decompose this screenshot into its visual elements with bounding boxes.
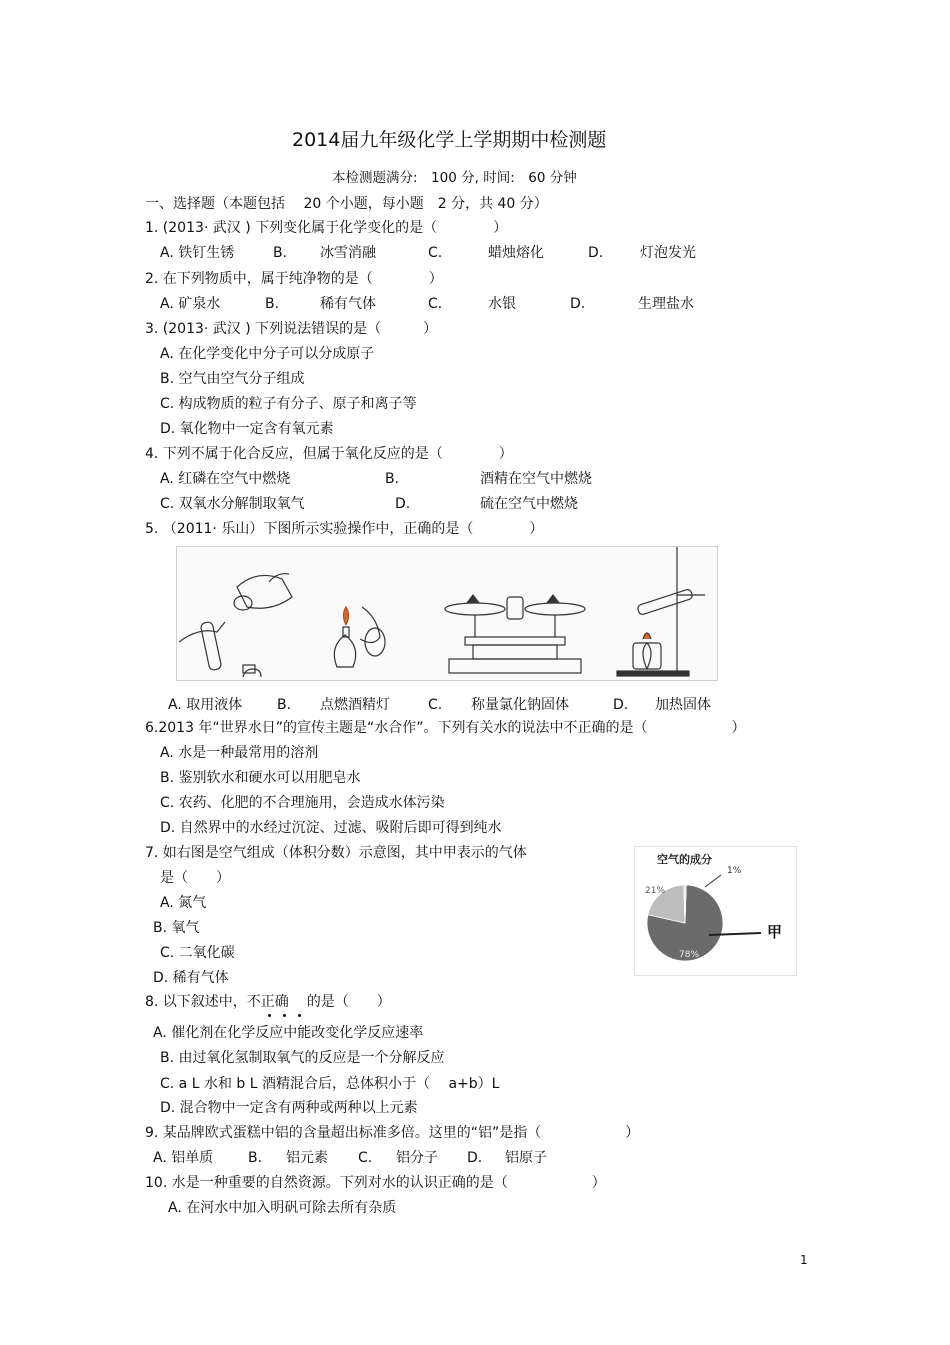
q7-option-d: D. 稀有气体: [153, 970, 229, 986]
q8-option-d: D. 混合物中一定含有两种或两种以上元素: [160, 1100, 418, 1116]
q8-option-a: A. 催化剂在化学反应中能改变化学反应速率: [153, 1025, 424, 1041]
q7-stem-cont: 是（ ）: [160, 870, 230, 886]
q3-option-a: A. 在化学变化中分子可以分成原子: [160, 346, 375, 362]
page-title: 2014届九年级化学上学期期中检测题: [292, 129, 607, 151]
q5-option-d: D.: [613, 697, 629, 713]
q7-stem: 7. 如右图是空气组成（体积分数）示意图，其中甲表示的气体: [145, 845, 527, 861]
q7-option-b: B. 氧气: [153, 920, 200, 936]
q8-stem-post: 的是（ ）: [306, 994, 391, 1010]
q5-option-a: A. 取用液体: [168, 697, 243, 713]
q4-option-d-text: 硫在空气中燃烧: [480, 496, 578, 512]
slice-label-21pct: 21%: [645, 886, 666, 896]
section-heading: 一、选择题（本题包括 20 个小题，每小题 2 分，共 40 分）: [145, 196, 548, 212]
q3-option-b: B. 空气由空气分子组成: [160, 371, 305, 387]
q2-option-c: C.: [428, 296, 443, 312]
q4-option-b: B.: [385, 471, 400, 487]
air-composition-chart: [634, 846, 797, 976]
q5-option-b: B.: [277, 697, 292, 713]
q4-stem: 4. 下列不属于化合反应，但属于氧化反应的是（ ）: [145, 446, 513, 462]
q6-stem: 6.2013 年“世界水日”的宣传主题是“水合作”。下列有关水的说法中不正确的是（ ）: [145, 720, 746, 736]
q2-option-d: D.: [570, 296, 586, 312]
q2-option-c-text: 水银: [488, 296, 516, 312]
heating-solid-illustration: [617, 547, 705, 676]
q9-option-b-text: 铝元素: [286, 1150, 328, 1166]
q9-stem: 9. 某品牌欧式蛋糕中铝的含量超出标准多倍。这里的“铝”是指（ ）: [145, 1125, 640, 1141]
q9-option-c: C.: [358, 1150, 373, 1166]
q8-option-b: B. 由过氧化氢制取氧气的反应是一个分解反应: [160, 1050, 445, 1066]
annotation-jia: 甲: [767, 923, 783, 941]
q1-option-d: D.: [588, 245, 604, 261]
q7-option-c: C. 二氧化碳: [160, 945, 235, 961]
slice-label-1pct: 1%: [727, 866, 742, 876]
q1-option-c: C.: [428, 245, 443, 261]
q2-option-d-text: 生理盐水: [638, 296, 694, 312]
q3-stem: 3. (2013· 武汉 ) 下列说法错误的是（ ）: [145, 321, 438, 337]
q1-option-c-text: 蜡烛熔化: [488, 245, 544, 261]
q8-stem-pre: 8. 以下叙述中，不正确: [145, 994, 289, 1010]
q10-option-a: A. 在河水中加入明矾可除去所有杂质: [168, 1200, 397, 1216]
balance-illustration: [445, 595, 585, 673]
q6-option-a: A. 水是一种最常用的溶剂: [160, 745, 319, 761]
q3-option-d: D. 氧化物中一定含有氧元素: [160, 421, 334, 437]
q4-option-c: C. 双氧水分解制取氧气: [160, 496, 305, 512]
q4-option-d: D.: [395, 496, 411, 512]
q5-option-c-text: 称量氯化钠固体: [471, 697, 569, 713]
q9-option-d-text: 铝原子: [505, 1150, 547, 1166]
q6-option-d: D. 自然界中的水经过沉淀、过滤、吸附后即可得到纯水: [160, 820, 502, 836]
q10-stem: 10. 水是一种重要的自然资源。下列对水的认识正确的是（ ）: [145, 1175, 606, 1191]
pouring-liquid-illustration: [179, 574, 292, 677]
q4-option-b-text: 酒精在空气中燃烧: [480, 471, 592, 487]
q6-option-b: B. 鉴别软水和硬水可以用肥皂水: [160, 770, 361, 786]
q5-option-c: C.: [428, 697, 443, 713]
q8-option-c: C. a L 水和 b L 酒精混合后，总体积小于（ a+b）L: [160, 1076, 500, 1092]
q1-stem: 1. (2013· 武汉 ) 下列变化属于化学变化的是（ ）: [145, 220, 508, 236]
exam-info: 本检测题满分: 100 分, 时间: 60 分钟: [332, 170, 577, 186]
lab-operations-figure: [176, 546, 718, 681]
chart-title: 空气的成分: [657, 853, 712, 866]
emphasis-dots: [262, 1010, 307, 1017]
q8-stem: [145, 993, 391, 1011]
q9-option-a: A. 铝单质: [153, 1150, 214, 1166]
q1-option-b-text: 冰雪消融: [320, 245, 376, 261]
q9-option-c-text: 铝分子: [396, 1150, 438, 1166]
q9-option-b: B.: [248, 1150, 263, 1166]
q5-option-d-text: 加热固体: [655, 697, 711, 713]
q2-option-b-text: 稀有气体: [320, 296, 376, 312]
q2-option-a: A. 矿泉水: [160, 296, 221, 312]
q1-option-b: B.: [273, 245, 288, 261]
alcohol-lamp-illustration: [334, 607, 385, 667]
q5-stem: 5. （2011· 乐山）下图所示实验操作中，正确的是（ ）: [145, 521, 544, 537]
q7-option-a: A. 氮气: [160, 895, 207, 911]
q2-option-b: B.: [265, 296, 280, 312]
callout-line-1pct: [705, 875, 721, 887]
q4-option-a: A. 红磷在空气中燃烧: [160, 471, 291, 487]
q1-option-d-text: 灯泡发光: [640, 245, 696, 261]
q5-option-b-text: 点燃酒精灯: [320, 697, 390, 713]
q9-option-d: D.: [467, 1150, 483, 1166]
q6-option-c: C. 农药、化肥的不合理施用，会造成水体污染: [160, 795, 445, 811]
q1-option-a: A. 铁钉生锈: [160, 245, 235, 261]
page-number: 1: [800, 1253, 808, 1267]
slice-label-78pct: 78%: [679, 950, 700, 960]
q2-stem: 2. 在下列物质中，属于纯净物的是（ ）: [145, 271, 443, 287]
q3-option-c: C. 构成物质的粒子有分子、原子和离子等: [160, 396, 417, 412]
